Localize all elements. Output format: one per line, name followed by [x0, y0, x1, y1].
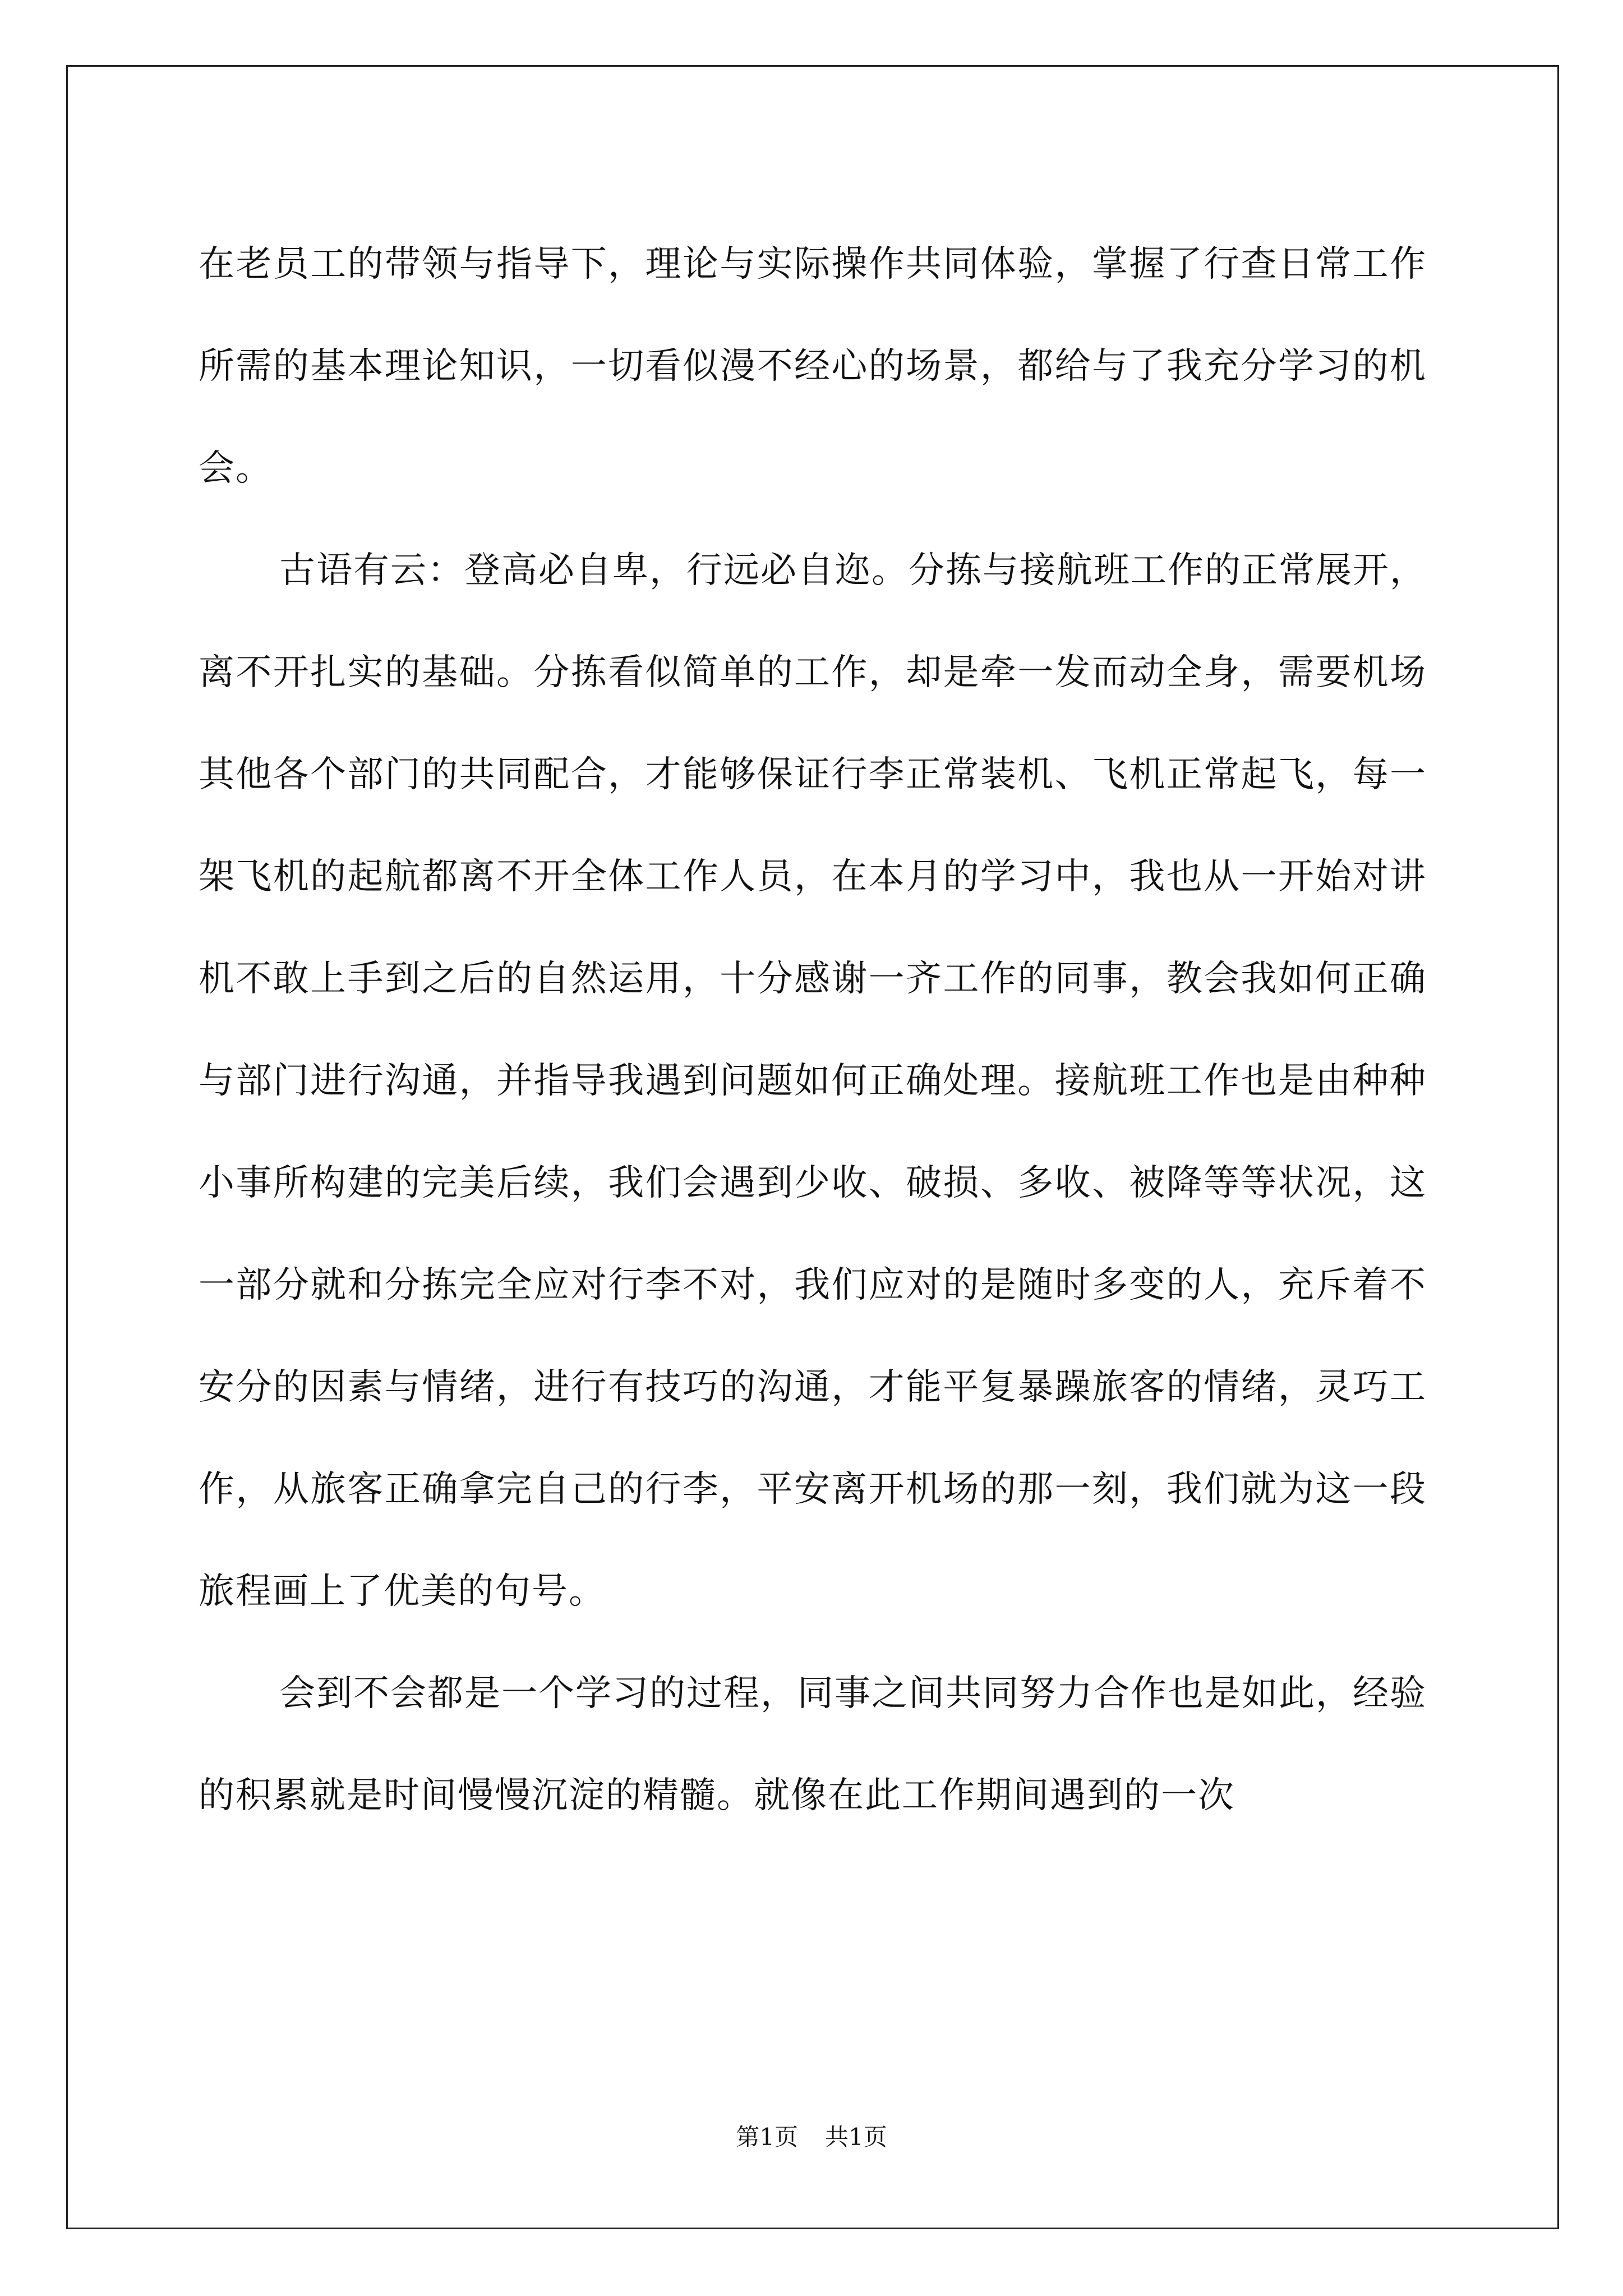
document-body: [199, 213, 1427, 1847]
paragraph-1: 在老员工的带领与指导下，理论与实际操作共同体验，掌握了行查日常工作所需的基本理论知识，一切看似漫不经心的场景，都给与了我充分学习的机会。: [199, 243, 1427, 489]
page-footer: [0, 2120, 1623, 2154]
page-total: 共1页: [825, 2123, 887, 2151]
page-number: 第1页: [736, 2123, 798, 2151]
paragraph-2: 古语有云：登高必自卑，行远必自迩。分拣与接航班工作的正常展开，离不开扎实的基础。分拣看似简单的工作，却是牵一发而动全身，需要机场其他各个部门的共同配合，才能够保证行李正常装机、飞机正常起飞，每一架飞机的起航都离不开全体工作人员，在本月的学习中，我也从一开始对讲机不敢上手到之后的自然运用，十分感谢一齐工作的同事，教会我如何正确与部门进行沟通，并指导我遇到问题如何正确处理。接航班工作也是由种种小事所构建的完美后续，我们会遇到少收、破损、多收、被降等等状况，这一部分就和分拣完全应对行李不对，我们应对的是随时多变的人，充斥着不安分的因素与情绪，进行有技巧的沟通，才能平复暴躁旅客的情绪，灵巧工作，从旅客正确拿完自己的行李，平安离开机场的那一刻，我们就为这一段旅程画上了优美的句号。: [199, 550, 1427, 1612]
paragraph-3: 会到不会都是一个学习的过程，同事之间共同努力合作也是如此，经验的积累就是时间慢慢沉淀的精髓。就像在此工作期间遇到的一次: [199, 1673, 1427, 1816]
